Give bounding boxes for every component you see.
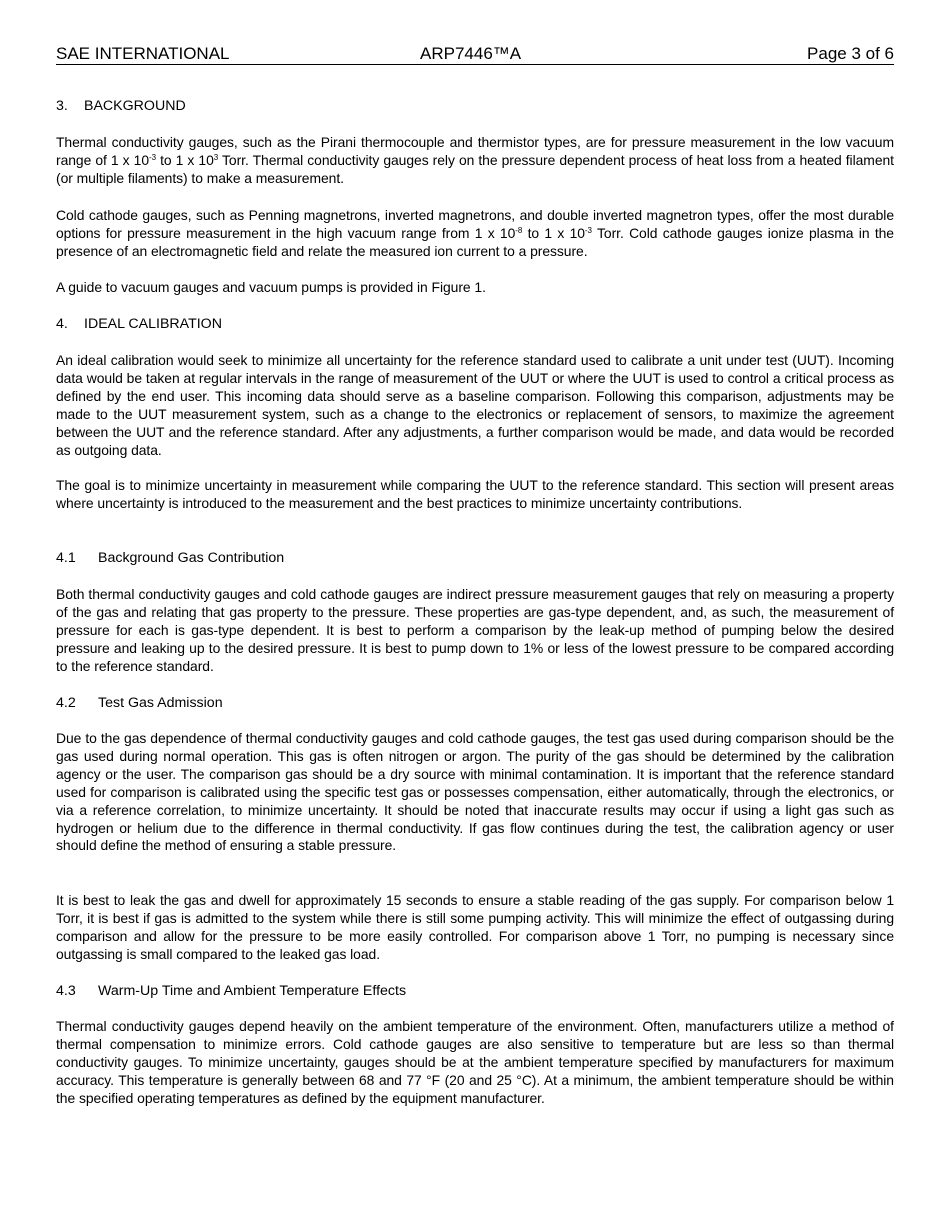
header-document-id: ARP7446™A [420,44,522,63]
section-heading-4-3 [56,982,894,1000]
section-heading-3 [56,97,894,115]
section-heading-4 [56,315,894,333]
section-number: 4.1 [56,550,76,566]
paragraph-thermal-gauges: Thermal conductivity gauges, such as the Pirani thermocouple and thermistor types, are for pressure measurement in the low vacuum range of 1 x $10^{-3}$ to 1 x $10^3$ Torr. Thermal conductivity gauges rely on the pressure dependent process of heat loss from a heated filament (or multiple filaments) to make a measurement. [56,134,894,186]
paragraph-ideal-calibration: An ideal calibration would seek to minimize all uncertainty for the reference standard used to calibrate a unit under test (UUT). Incoming data would be taken at regular intervals in the range of measurement of the UUT or where the UUT is used to control a critical process as defined by the end user. This incoming data should serve as a baseline comparison. Following this comparison, adjustments may be made to the UUT measurement system, such as a change to the electronics or replacement of sensors, to maximize the agreement between the UUT and the reference standard. After any adjustments, a further comparison would be made, and data would be recorded as outgoing data. [56,352,894,458]
paragraph-test-gas: Due to the gas dependence of thermal conductivity gauges and cold cathode gauges, the test gas used during comparison should be the gas used during normal operation. This gas is often nitrogen or argon. The purity of the gas should be determined by the calibration agency or the user. The comparison gas should be a dry source with minimal contamination. It is important that the reference standard used for comparison is calibrated using the specific test gas or possesses compensation, either automatically, through the electronics, or via a reference correlation, to minimize uncertainty. It should be noted that inaccurate results may occur if using a light gas such as hydrogen or helium due to the difference in thermal conductivity. If gas flow continues during the test, the calibration agency or user should define the method of ensuring a stable pressure. [56,730,894,854]
paragraph-figure-reference: A guide to vacuum gauges and vacuum pumps is provided in Figure 1. [56,279,486,295]
paragraph-leak-dwell: It is best to leak the gas and dwell for approximately 15 seconds to ensure a stable reading of the gas supply. For comparison below 1 Torr, it is best if gas is admitted to the system while there is still some pumping activity. This will minimize the effect of outgassing during comparison and allow for the pressure to be more easily controlled. For comparison above 1 Torr, no pumping is necessary since outgassing is small compared to the leaked gas load. [56,892,894,962]
header-organization: SAE INTERNATIONAL [56,44,230,63]
section-title: Warm-Up Time and Ambient Temperature Effects [98,983,407,999]
section-number: 4.3 [56,983,76,999]
paragraph-background-gas: Both thermal conductivity gauges and cold cathode gauges are indirect pressure measurement gauges that rely on measuring a property of the gas and relating that gas property to the pressure. These properties are gas-type dependent, and, as such, the measurement of pressure for each is gas-type dependent. It is best to perform a comparison by the leak-up method of pumping below the desired pressure and leaking up to the desired pressure. It is best to pump down to 1% or less of the lowest pressure to be compared according to the reference standard. [56,586,894,674]
section-heading-4-1 [56,549,894,567]
section-title: Background Gas Contribution [98,550,285,566]
paragraph-temperature-effects: Thermal conductivity gauges depend heavily on the ambient temperature of the environment. Often, manufacturers utilize a method of thermal compensation to minimize errors. Cold cathode gauges are also sensitive to temperature but are less so than thermal conductivity gauges. To minimize uncertainty, gauges should be at the ambient temperature specified by manufacturers for maximum accuracy. This temperature is generally between 68 and 77 °F (20 and 25 °C). At a minimum, the ambient temperature should be within the specified operating temperatures as defined by the equipment manufacturer. [56,1018,894,1106]
paragraph-goal: The goal is to minimize uncertainty in measurement while comparing the UUT to the reference standard. This section will present areas where uncertainty is introduced to the measurement and the best practices to minimize uncertainty contributions. [56,477,894,511]
section-title: BACKGROUND [84,98,186,114]
section-number: 3. [56,98,68,114]
paragraph-cold-cathode-gauges: Cold cathode gauges, such as Penning magnetrons, inverted magnetrons, and double inverted magnetron types, offer the most durable options for pressure measurement in the high vacuum range from 1 x $10^{-8}$ to 1 x $10^{-3}$ Torr. Cold cathode gauges ionize plasma in the presence of an electromagnetic field and relate the measured ion current to a pressure. [56,207,894,259]
header-page-number: Page 3 of 6 [807,44,894,63]
section-number: 4.2 [56,695,76,711]
section-number: 4. [56,316,68,332]
section-title: Test Gas Admission [98,695,223,711]
page-header [56,44,894,65]
section-heading-4-2 [56,694,894,712]
section-title: IDEAL CALIBRATION [84,316,222,332]
